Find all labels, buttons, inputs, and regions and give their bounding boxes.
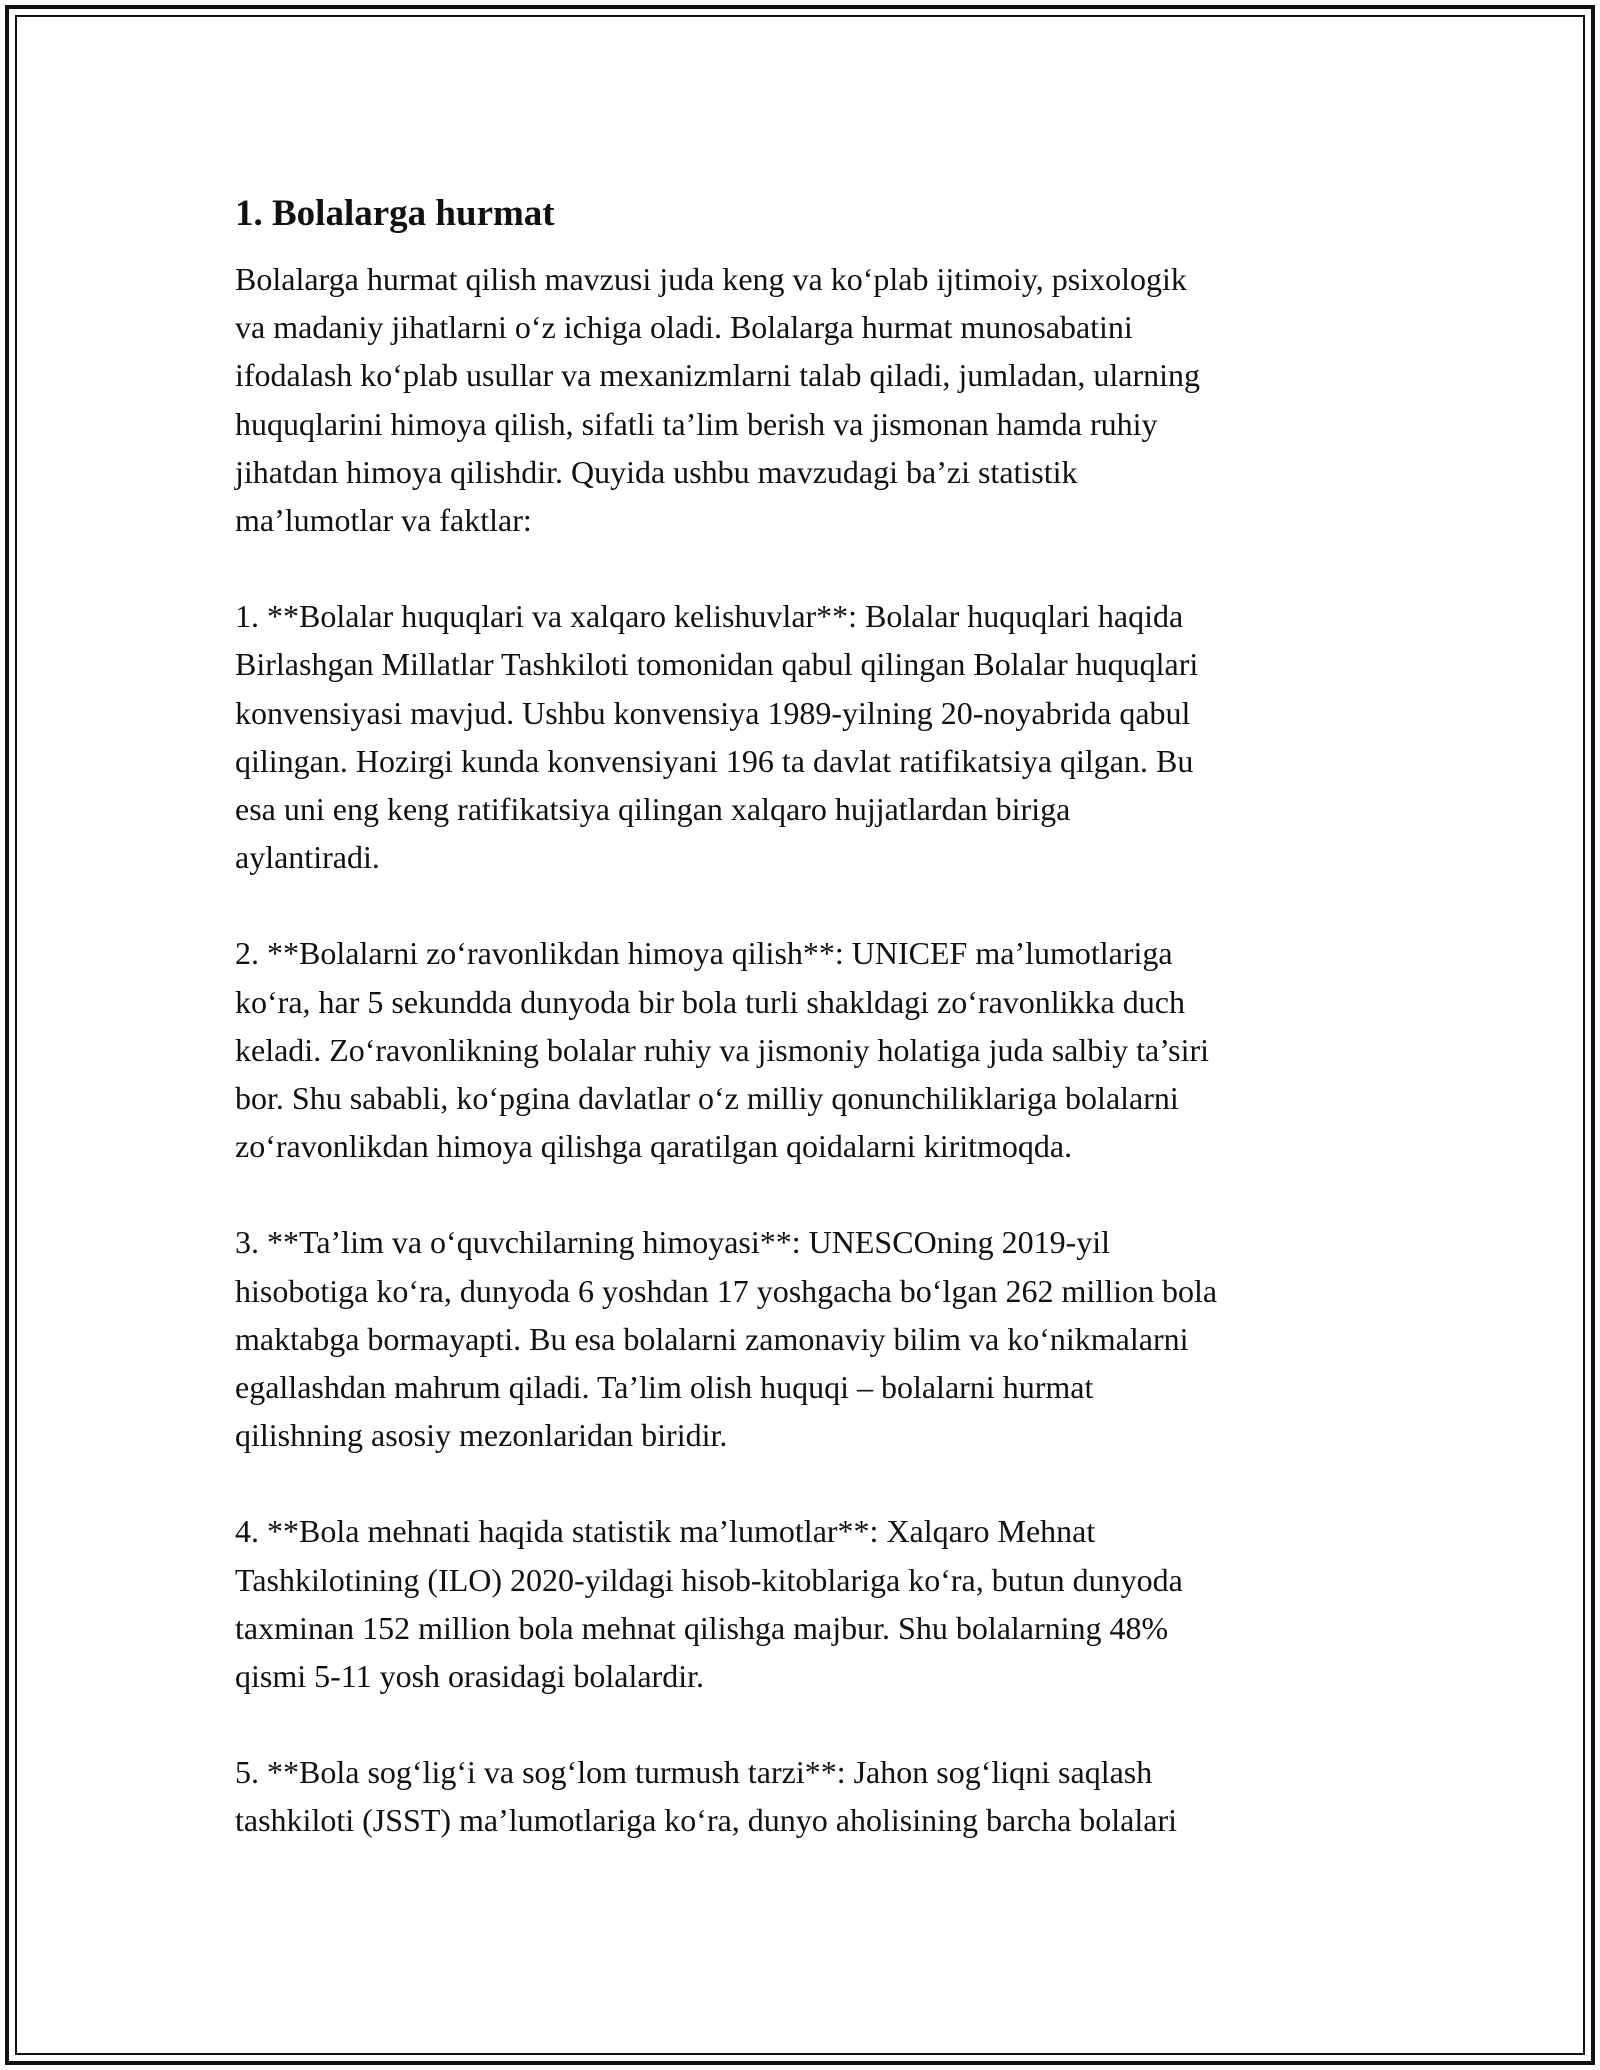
fact-item-3: 3. **Ta’lim va o‘quvchilarning himoyasi**: UNESCOning 2019-yil hisobotiga ko‘ra, dunyoda 6 yoshdan 17 yoshgacha bo‘lgan 262 million bola maktabga bormayapti. Bu esa bolalarni zamonaviy bilim va ko‘nikmalarni egallashdan mahrum qiladi. Ta’lim olish huquqi – bolalarni hurmat qilishning asosiy mezonlaridan biridir. [235,1224,1218,1454]
fact-item-2: 2. **Bolalarni zo‘ravonlikdan himoya qilish**: UNICEF ma’lumotlariga ko‘ra, har 5 sekundda dunyoda bir bola turli shakldagi zo‘ravonlikka duch keladi. Zo‘ravonlikning bolalar ruhiy va jismoniy holatiga juda salbiy ta’siri bor. Shu sababli, ko‘pgina davlatlar o‘z milliy qonunchiliklariga bolalarni zo‘ravonlikdan himoya qilishga qaratilgan qoidalarni kiritmoqda. [235,935,1210,1165]
fact-item-1: 1. **Bolalar huquqlari va xalqaro kelishuvlar**: Bolalar huquqlari haqida Birlashgan Millatlar Tashkiloti tomonidan qabul qilingan Bolalar huquqlari konvensiyasi mavjud. Ushbu konvensiya 1989-yilning 20-noyabrida qabul qilingan. Hozirgi kunda konvensiyani 196 ta davlat ratifikatsiya qilgan. Bu esa uni eng keng ratifikatsiya qilingan xalqaro hujjatlardan biriga aylantiradi. [235,598,1199,876]
fact-item-4: 4. **Bola mehnati haqida statistik ma’lumotlar**: Xalqaro Mehnat Tashkilotining (ILO) 2020-yildagi hisob-kitoblariga ko‘ra, butun dunyoda taxminan 152 million bola mehnat qilishga majbur. Shu bolalarning 48% qismi 5-11 yosh orasidagi bolalardir. [235,1513,1183,1695]
fact-item-5: 5. **Bola sog‘lig‘i va sog‘lom turmush tarzi**: Jahon sog‘liqni saqlash tashkiloti (JSST) ma’lumotlariga ko‘ra, dunyo aholisining barcha bolalari [235,1754,1178,1839]
section-heading: 1. Bolalarga hurmat [235,193,555,234]
document-body [235,188,1375,1845]
intro-paragraph: Bolalarga hurmat qilish mavzusi juda keng va ko‘plab ijtimoiy, psixologik va madaniy jihatlarni o‘z ichiga oladi. Bolalarga hurmat munosabatini ifodalash ko‘plab usullar va mexanizmlarni talab qiladi, jumladan, ularning huquqlarini himoya qilish, sifatli ta’lim berish va jismonan hamda ruhiy jihatdan himoya qilishdir. Quyida ushbu mavzudagi ba’zi statistik ma’lumotlar va faktlar: [235,261,1201,539]
